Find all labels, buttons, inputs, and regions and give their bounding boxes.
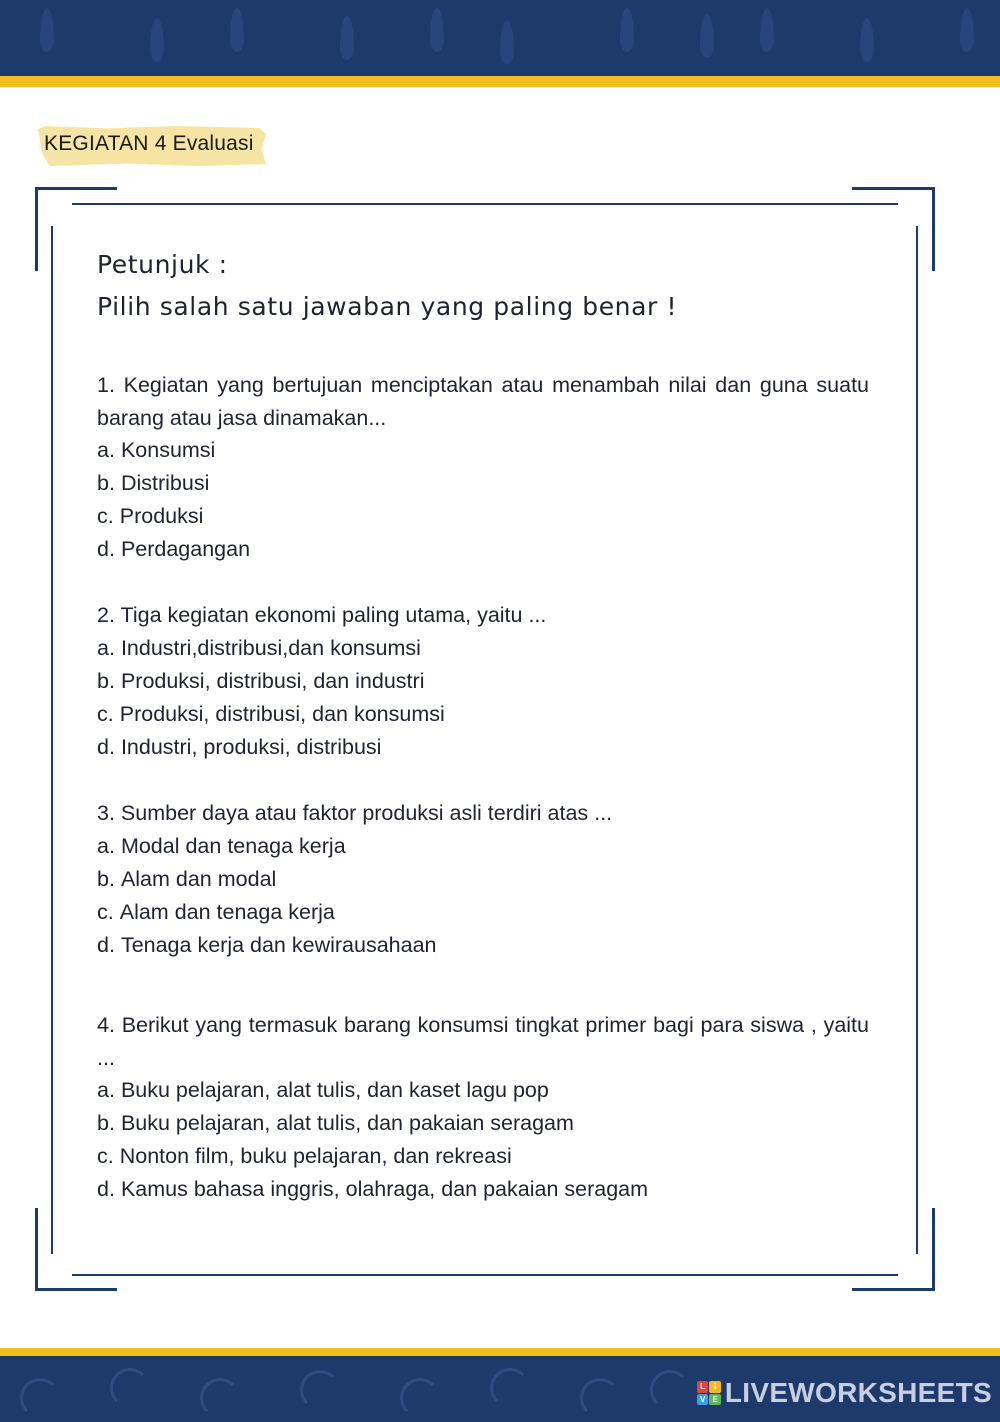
decor-drop [40,8,54,52]
decor-swirl [650,1370,690,1410]
option-letter: b. [97,471,115,495]
decor-drop [960,8,974,52]
question-text: 2. Tiga kegiatan ekonomi paling utama, yaitu ... [97,603,547,627]
answer-option[interactable] [97,537,250,562]
decor-swirl [300,1370,340,1410]
option-letter: c. [97,504,114,528]
instructions-text: Pilih salah satu jawaban yang paling benar ! [97,292,678,321]
decor-drop [230,8,244,52]
answer-option[interactable] [97,669,424,694]
answer-option[interactable] [97,1078,549,1103]
answer-option[interactable] [97,702,445,727]
option-letter: a. [97,636,115,660]
option-letter: b. [97,669,115,693]
answer-option[interactable] [97,1111,574,1136]
decor-drop [340,16,354,60]
option-letter: c. [97,1144,114,1168]
option-letter: c. [97,702,114,726]
option-text: Produksi [119,504,204,528]
decor-swirl [20,1378,60,1418]
logo-letter: L [697,1381,709,1393]
decor-drop [500,20,514,64]
instructions-heading: Petunjuk : [97,250,228,279]
option-text: Produksi, distribusi, dan konsumsi [119,702,445,726]
activity-tag-label: KEGIATAN 4 Evaluasi [44,132,254,155]
answer-option[interactable] [97,471,209,496]
option-text: Buku pelajaran, alat tulis, dan kaset lagu pop [120,1078,549,1102]
decor-drop [760,8,774,52]
frame-corner-bottom-left [35,1288,117,1291]
option-letter: d. [97,537,115,561]
option-text: Perdagangan [120,537,251,561]
logo-letter: V [697,1394,709,1406]
answer-option[interactable] [97,438,215,463]
decor-swirl [490,1368,530,1408]
option-text: Industri,distribusi,dan konsumsi [120,636,421,660]
question-text: 1. Kegiatan yang bertujuan menciptakan atau menambah nilai dan guna suatu barang atau jasa dinamakan... [97,373,869,430]
question-text: 4. Berikut yang termasuk barang konsumsi tingkat primer bagi para siswa , yaitu ... [97,1013,869,1070]
decor-drop [620,8,634,52]
frame-corner-bottom-right [852,1288,935,1291]
frame-line-bottom [72,1274,898,1276]
option-letter: d. [97,933,115,957]
header-band [0,0,1000,87]
option-letter: a. [97,834,115,858]
answer-option[interactable] [97,735,381,760]
decor-drop [700,14,714,58]
option-text: Alam dan tenaga kerja [119,900,335,924]
option-letter: d. [97,735,115,759]
frame-line-left [51,226,53,1254]
frame-corner-top-right [932,187,935,271]
option-text: Modal dan tenaga kerja [120,834,346,858]
option-text: Produksi, distribusi, dan industri [120,669,425,693]
frame-corner-top-left [35,187,38,271]
option-letter: b. [97,867,115,891]
option-letter: c. [97,900,114,924]
answer-option[interactable] [97,636,421,661]
answer-option[interactable] [97,933,437,958]
question-text: 3. Sumber daya atau faktor produksi asli terdiri atas ... [97,801,613,825]
decor-swirl [400,1378,440,1418]
logo-letter: E [709,1394,721,1406]
frame-corner-bottom-right [932,1208,935,1291]
option-text: Industri, produksi, distribusi [120,735,382,759]
frame-line-top [72,203,898,205]
option-text: Distribusi [120,471,210,495]
watermark-text: LIVEWORKSHEETS [724,1377,992,1408]
option-text: Buku pelajaran, alat tulis, dan pakaian seragam [120,1111,574,1135]
frame-corner-top-right [852,187,935,190]
option-letter: a. [97,1078,115,1102]
option-letter: b. [97,1111,115,1135]
answer-option[interactable] [97,900,335,925]
logo-letter: I [709,1381,721,1393]
decor-swirl [200,1378,240,1418]
decor-swirl [110,1368,150,1408]
answer-option[interactable] [97,1177,648,1202]
answer-option[interactable] [97,504,203,529]
decor-swirl [580,1378,620,1418]
option-text: Kamus bahasa inggris, olahraga, dan pakaian seragam [120,1177,649,1201]
frame-line-right [916,226,918,1254]
option-text: Konsumsi [120,438,216,462]
answer-option[interactable] [97,834,346,859]
frame-corner-bottom-left [35,1208,38,1291]
option-letter: d. [97,1177,115,1201]
option-text: Nonton film, buku pelajaran, dan rekreasi [119,1144,512,1168]
decor-drop [430,8,444,52]
liveworksheets-logo-icon [697,1381,721,1405]
frame-corner-top-left [35,187,117,190]
liveworksheets-watermark[interactable] [697,1376,992,1410]
decor-drop [150,18,164,62]
answer-option[interactable] [97,1144,512,1169]
option-text: Tenaga kerja dan kewirausahaan [120,933,437,957]
answer-option[interactable] [97,867,276,892]
decor-drop [860,18,874,62]
option-text: Alam dan modal [120,867,277,891]
option-letter: a. [97,438,115,462]
